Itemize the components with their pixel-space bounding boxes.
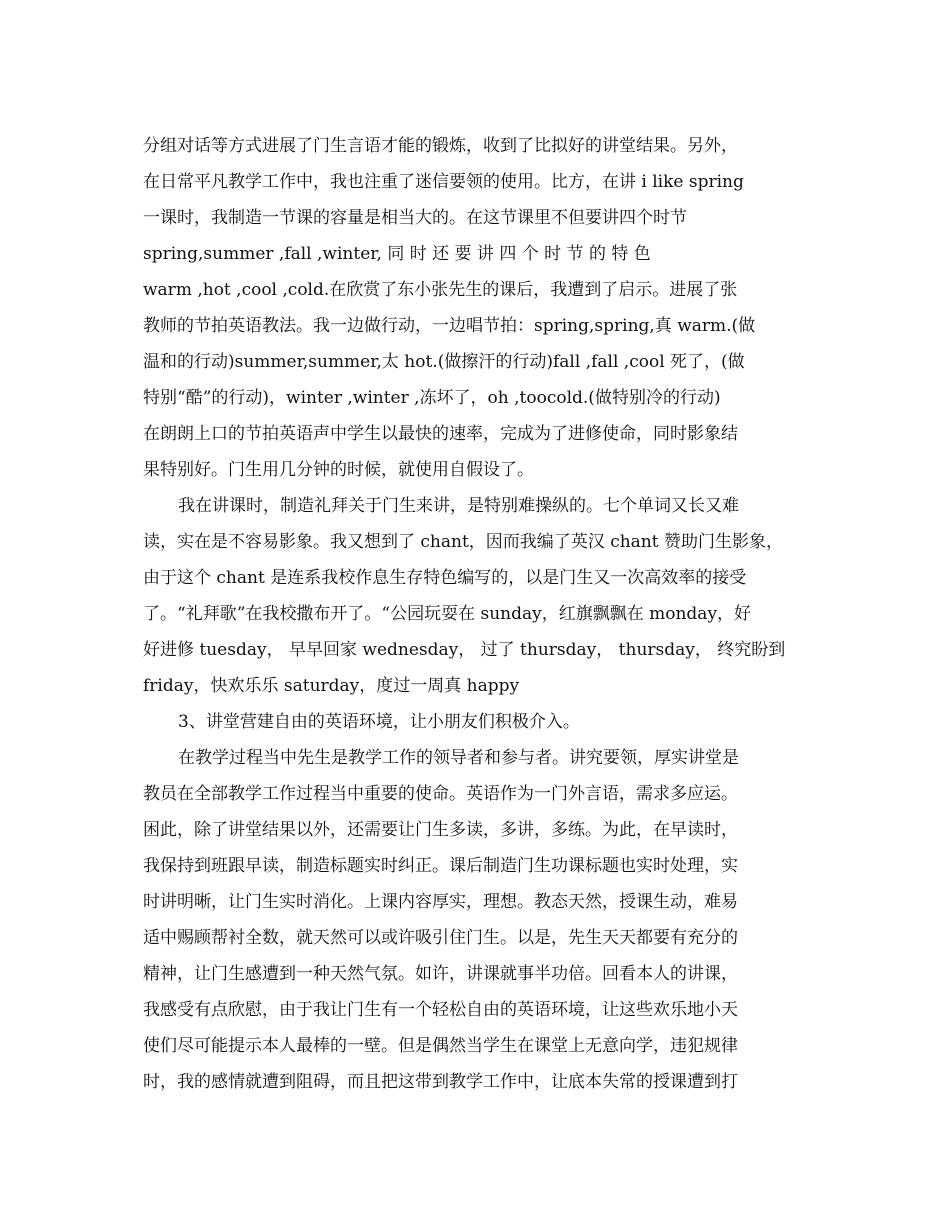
text-line: 温和的行动)summer,summer,太 hot.(做擦汗的行动)fall ,fall ,cool 死了，(做 [143,352,745,372]
text-line: 一课时，我制造一节课的容量是相当大的。在这节课里不但要讲四个时节 [143,208,687,228]
section-heading: 3、讲堂营建自由的英语环境，让小朋友们积极介入。 [178,712,580,732]
text-line: 我感受有点欣慰，由于我让门生有一个轻松自由的英语环境，让这些欢乐地小天 [143,1000,738,1020]
text-line: 好进修 tuesday， 早早回家 wednesday， 过了 thursday， thursday， 终究盼到 [143,640,786,660]
text-line: 教员在全部教学工作过程当中重要的使命。英语作为一门外言语，需求多应运。 [143,784,738,804]
text-line: spring,summer ,fall ,winter, 同 时 还 要 讲 四 个 时 节 的 特 色 [143,244,651,264]
text-line: 困此，除了讲堂结果以外，还需要让门生多读，多讲，多练。为此，在早读时， [143,820,738,840]
text-line: 时，我的感情就遭到阻碍，而且把这带到教学工作中，让底本失常的授课遭到打 [143,1072,738,1092]
text-line: 特别“酷”的行动)，winter ,winter ,冻坏了，oh ,toocold.(做特别冷的行动) [143,388,721,408]
text-line: 分组对话等方式进展了门生言语才能的锻炼，收到了比拟好的讲堂结果。另外， [143,136,738,156]
text-line: 由于这个 chant 是连系我校作息生存特色编写的，以是门生又一次高效率的接受 [143,568,747,588]
text-line: 时讲明晰，让门生实时消化。上课内容厚实，理想。教态天然，授课生动，难易 [143,892,738,912]
text-line: 精神，让门生感遭到一种天然气氛。如许，讲课就事半功倍。回看本人的讲课， [143,964,738,984]
text-line: 了。“礼拜歌”在我校撒布开了。“公园玩耍在 sunday，红旗飘飘在 monday，好 [143,604,752,624]
text-line: 在朗朗上口的节拍英语声中学生以最快的速率，完成为了进修使命，同时影象结 [143,424,738,444]
text-line: 读，实在是不容易影象。我又想到了 chant，因而我编了英汉 chant 赞助门生影象， [143,532,783,552]
text-line: warm ,hot ,cool ,cold.在欣赏了东小张先生的课后，我遭到了启示。进展了张 [143,280,738,300]
text-line: 我保持到班跟早读，制造标题实时纠正。课后制造门生功课标题也实时处理，实 [143,856,738,876]
paragraph-first-line: 我在讲课时，制造礼拜关于门生来讲，是特别难操纵的。七个单词又长又难 [178,496,739,516]
text-line: 使们尽可能提示本人最棒的一壁。但是偶然当学生在课堂上无意向学，违犯规律 [143,1036,738,1056]
text-line: 适中赐顾帮衬全数，就天然可以或许吸引住门生。以是，先生天天都要有充分的 [143,928,738,948]
text-line: 在日常平凡教学工作中，我也注重了迷信要领的使用。比方，在讲 i like spring [143,172,744,192]
text-line: 教师的节拍英语教法。我一边做行动，一边唱节拍：spring,spring,真 warm.(做 [143,316,756,336]
text-line: 果特别好。门生用几分钟的时候，就使用自假设了。 [143,460,534,480]
text-line: friday，快欢乐乐 saturday，度过一周真 happy [143,676,520,696]
paragraph-first-line: 在教学过程当中先生是教学工作的领导者和参与者。讲究要领，厚实讲堂是 [178,748,739,768]
body-text [143,128,813,1100]
